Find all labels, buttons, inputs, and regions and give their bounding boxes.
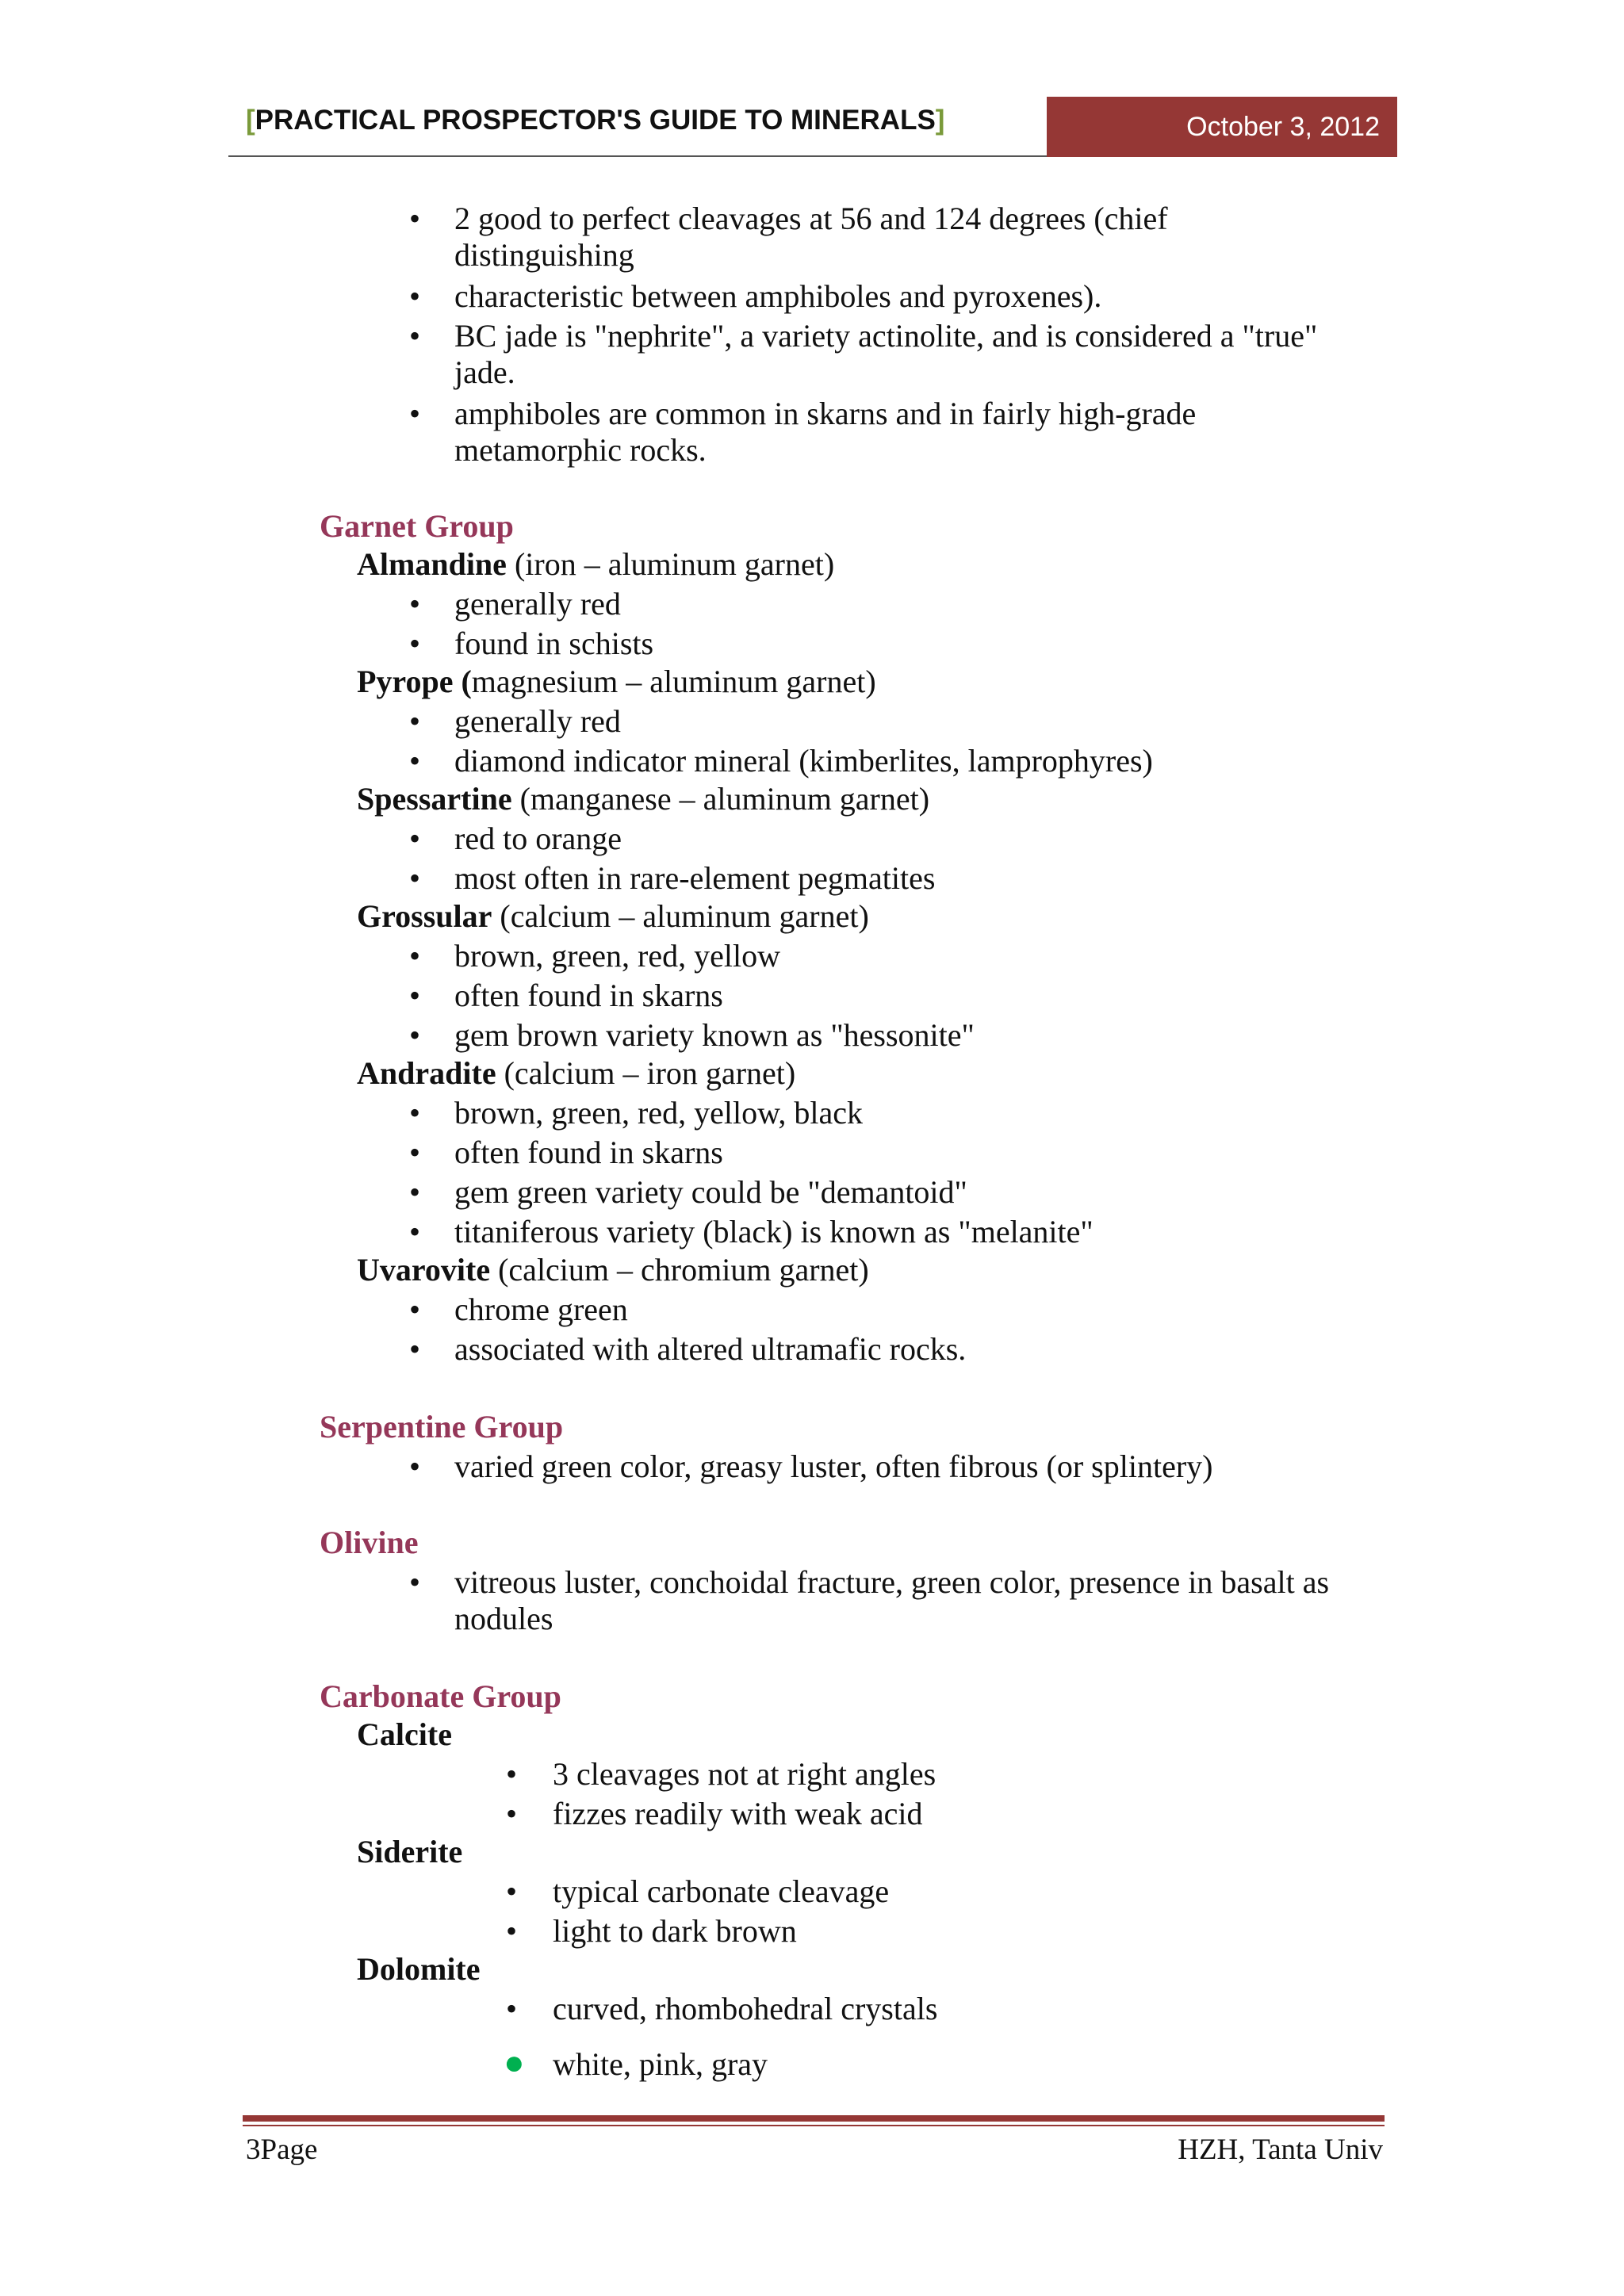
mineral-desc: (calcium – iron garnet) [496, 1055, 796, 1091]
list-item: titaniferous variety (black) is known as "melanite" [454, 1214, 1094, 1249]
mineral-grossular [357, 897, 869, 936]
mineral-name: Pyrope ( [357, 664, 472, 699]
bullet-icon: • [409, 938, 421, 974]
list-item: gem green variety could be "demantoid" [454, 1174, 967, 1210]
header-date: October 3, 2012 [1186, 111, 1380, 142]
mineral-desc: (iron – aluminum garnet) [506, 546, 835, 582]
bullet-icon: • [409, 626, 421, 661]
bullet-icon: • [409, 1017, 421, 1053]
list-item: characteristic between amphiboles and pyroxenes). [454, 278, 1102, 314]
mineral-name: Almandine [357, 546, 507, 582]
list-item: generally red [454, 703, 621, 739]
list-item: diamond indicator mineral (kimberlites, lamprophyres) [454, 743, 1153, 779]
mineral-spessartine [357, 780, 929, 818]
mineral-pyrope [357, 663, 876, 701]
mineral-name: Uvarovite [357, 1252, 491, 1288]
bullet-icon: • [409, 860, 421, 896]
bullet-icon: • [409, 318, 421, 354]
bullet-icon: • [506, 1991, 518, 2026]
list-item: varied green color, greasy luster, often fibrous (or splintery) [454, 1448, 1213, 1484]
list-item: BC jade is "nephrite", a variety actinolite, and is considered a "true" [454, 318, 1318, 354]
list-item: associated with altered ultramafic rocks. [454, 1331, 967, 1367]
list-item: vitreous luster, conchoidal fracture, green color, presence in basalt as [454, 1564, 1330, 1600]
bullet-icon: • [409, 1564, 421, 1600]
list-item-continued: nodules [454, 1601, 553, 1636]
mineral-name: Spessartine [357, 781, 512, 817]
bullet-icon: • [409, 1448, 421, 1484]
mineral-siderite: Siderite [357, 1834, 463, 1869]
list-item: found in schists [454, 626, 654, 661]
footer-author: HZH, Tanta Univ [1178, 2133, 1383, 2166]
header-date-box [1047, 97, 1397, 157]
bullet-icon: • [409, 821, 421, 856]
mineral-almandine [357, 545, 834, 584]
bullet-icon: • [409, 1135, 421, 1170]
header-bracket-close: ] [935, 105, 945, 136]
bullet-icon: • [506, 1873, 518, 1909]
mineral-name: Grossular [357, 898, 492, 934]
list-item-continued: metamorphic rocks. [454, 432, 707, 468]
header-title-text: PRACTICAL PROSPECTOR'S GUIDE TO MINERALS [255, 105, 936, 136]
footer-divider-thick [243, 2115, 1385, 2122]
bullet-icon: • [409, 743, 421, 779]
mineral-desc: magnesium – aluminum garnet) [471, 664, 876, 699]
mineral-desc: (calcium – chromium garnet) [490, 1252, 869, 1288]
bullet-icon: • [506, 1796, 518, 1831]
mineral-dolomite: Dolomite [357, 1951, 481, 1987]
list-item: 3 cleavages not at right angles [553, 1756, 936, 1792]
list-item: fizzes readily with weak acid [553, 1796, 923, 1831]
mineral-uvarovite [357, 1251, 869, 1289]
list-item: brown, green, red, yellow [454, 938, 780, 974]
header-bracket-open: [ [246, 105, 255, 136]
list-item: often found in skarns [454, 978, 723, 1013]
list-item: typical carbonate cleavage [553, 1873, 890, 1909]
header-divider [228, 155, 1047, 157]
bullet-icon: • [409, 1214, 421, 1249]
bullet-icon: • [506, 1913, 518, 1949]
bullet-icon: • [409, 396, 421, 431]
list-item: curved, rhombohedral crystals [553, 1991, 938, 2026]
list-item: 2 good to perfect cleavages at 56 and 124 degrees (chief [454, 201, 1168, 236]
list-item-continued: jade. [454, 354, 515, 390]
mineral-name: Andradite [357, 1055, 496, 1091]
page-header-title [246, 105, 944, 136]
bullet-icon: • [409, 703, 421, 739]
list-item: brown, green, red, yellow, black [454, 1095, 863, 1131]
list-item: generally red [454, 586, 621, 622]
list-item: light to dark brown [553, 1913, 797, 1949]
list-item-continued: distinguishing [454, 237, 634, 273]
mineral-desc: (manganese – aluminum garnet) [511, 781, 930, 817]
section-heading-garnet: Garnet Group [320, 508, 514, 544]
section-heading-carbonate: Carbonate Group [320, 1678, 561, 1714]
mineral-desc: (calcium – aluminum garnet) [492, 898, 869, 934]
bullet-icon: • [409, 1174, 421, 1210]
bullet-icon: • [409, 278, 421, 314]
list-item: amphiboles are common in skarns and in fairly high-grade [454, 396, 1197, 431]
section-heading-serpentine: Serpentine Group [320, 1409, 564, 1445]
bullet-icon: • [409, 1292, 421, 1327]
list-item: gem brown variety known as "hessonite" [454, 1017, 975, 1053]
list-item: most often in rare-element pegmatites [454, 860, 936, 896]
bullet-icon: • [409, 586, 421, 622]
mineral-andradite [357, 1054, 795, 1093]
footer-divider-thin [243, 2125, 1385, 2126]
list-item: chrome green [454, 1292, 628, 1327]
bullet-icon: • [409, 978, 421, 1013]
bullet-icon: • [409, 201, 421, 236]
list-item: often found in skarns [454, 1135, 723, 1170]
section-heading-olivine: Olivine [320, 1525, 419, 1560]
green-bullet-icon: ● [504, 2043, 525, 2082]
list-item: red to orange [454, 821, 622, 856]
bullet-icon: • [506, 1756, 518, 1792]
mineral-calcite: Calcite [357, 1716, 452, 1752]
footer-page-number: 3Page [246, 2133, 318, 2166]
bullet-icon: • [409, 1095, 421, 1131]
bullet-icon: • [409, 1331, 421, 1367]
list-item: white, pink, gray [553, 2046, 768, 2082]
